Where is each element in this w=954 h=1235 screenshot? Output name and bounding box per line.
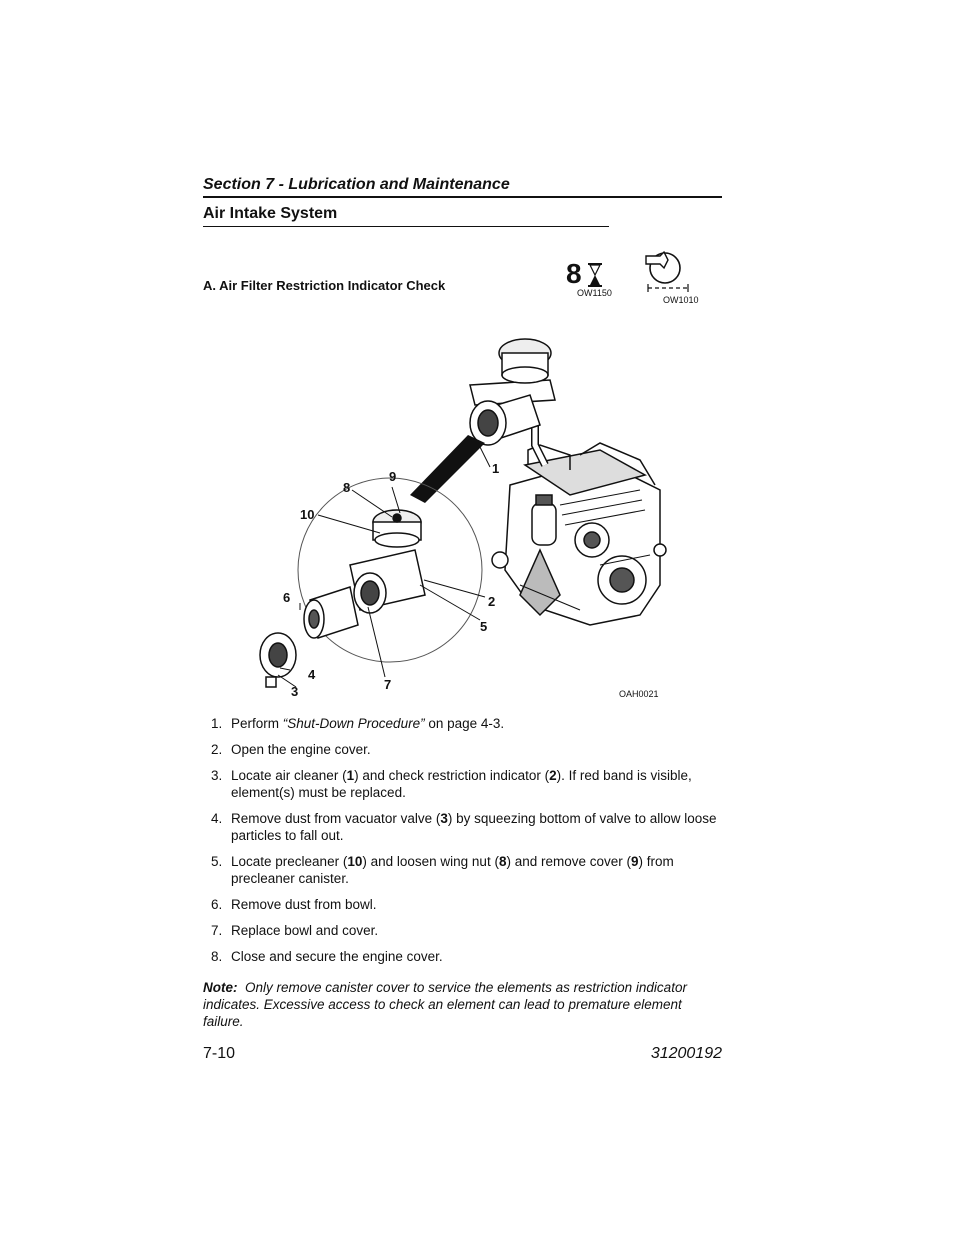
step-item (203, 948, 723, 965)
step-item (203, 922, 723, 939)
step-text: Remove dust from vacuator valve ( (231, 811, 441, 826)
engine-illustration (492, 443, 666, 625)
step-text: “Shut-Down Procedure” (282, 716, 425, 731)
document-number: 31200192 (650, 1045, 722, 1062)
note (203, 979, 723, 1030)
note-text: Only remove canister cover to service the elements as restriction indicator indicates. Excessive access to check an element can lead to premature element failure. (203, 980, 687, 1029)
section-title: Section 7 - Lubrication and Maintenance (203, 176, 722, 198)
step-text: 10 (347, 854, 363, 869)
step-text: Remove dust from bowl. (231, 897, 377, 912)
air-intake-figure (240, 325, 680, 705)
step-item (203, 853, 723, 887)
step-text: ) from precleaner canister. (231, 854, 674, 886)
interval-number: 8 (566, 258, 582, 289)
step-text: 1 (346, 768, 355, 783)
step-number: 2. (211, 742, 223, 757)
step-text: 9 (631, 854, 639, 869)
callout-6: 6 (283, 590, 291, 605)
subsection-title: Air Intake System (203, 205, 609, 227)
step-text: Perform (231, 716, 283, 731)
step-item (203, 896, 723, 913)
step-item (203, 810, 723, 844)
callout-2: 2 (488, 594, 496, 609)
step-number: 5. (211, 854, 223, 869)
step-item (203, 715, 723, 732)
step-item (203, 741, 723, 758)
callout-10: 10 (300, 507, 315, 522)
step-text: 8 (498, 854, 507, 869)
step-number: 1. (211, 716, 223, 731)
callout-4: 4 (308, 667, 316, 682)
step-text: ) and loosen wing nut ( (362, 854, 499, 869)
hourglass-icon (586, 262, 604, 288)
step-number: 3. (211, 768, 223, 783)
rotate-arrow-icon (644, 246, 692, 294)
step-text: 2 (549, 768, 557, 783)
step-text: ) by squeezing bottom of valve to allow loose particles to fall out. (231, 811, 717, 843)
step-text: Locate air cleaner ( (231, 768, 347, 783)
step-text: 3 (440, 811, 448, 826)
step-text: Replace bowl and cover. (231, 923, 379, 938)
step-text: ) and check restriction indicator ( (354, 768, 550, 783)
step-number: 4. (211, 811, 223, 826)
callout-8: 8 (343, 480, 351, 495)
step-number: 8. (211, 949, 223, 964)
step-text: Locate precleaner ( (231, 854, 348, 869)
step-text: ) and remove cover ( (506, 854, 632, 869)
note-label: Note: (203, 980, 238, 995)
callout-3: 3 (291, 684, 299, 699)
interval-icon-code: OW1150 (577, 288, 612, 298)
step-number: 7. (211, 923, 223, 938)
zoom-pointer (410, 435, 485, 503)
callout-7: 7 (384, 677, 392, 692)
step-item (203, 767, 723, 801)
step-text: ). If red band is visible, element(s) must be replaced. (231, 768, 692, 800)
step-number: 6. (211, 897, 223, 912)
callout-5: 5 (480, 619, 488, 634)
callout-1: 1 (492, 461, 500, 476)
figure-code: OAH0021 (619, 689, 659, 699)
callout-9: 9 (389, 469, 397, 484)
procedure-title: A. Air Filter Restriction Indicator Check (203, 278, 446, 293)
service-icon-code: OW1010 (663, 295, 699, 305)
step-text: Close and secure the engine cover. (231, 949, 443, 964)
page-number: 7-10 (203, 1045, 236, 1062)
step-text: Open the engine cover. (231, 742, 371, 757)
procedure-steps (203, 715, 723, 974)
step-text: on page 4-3. (424, 716, 505, 731)
